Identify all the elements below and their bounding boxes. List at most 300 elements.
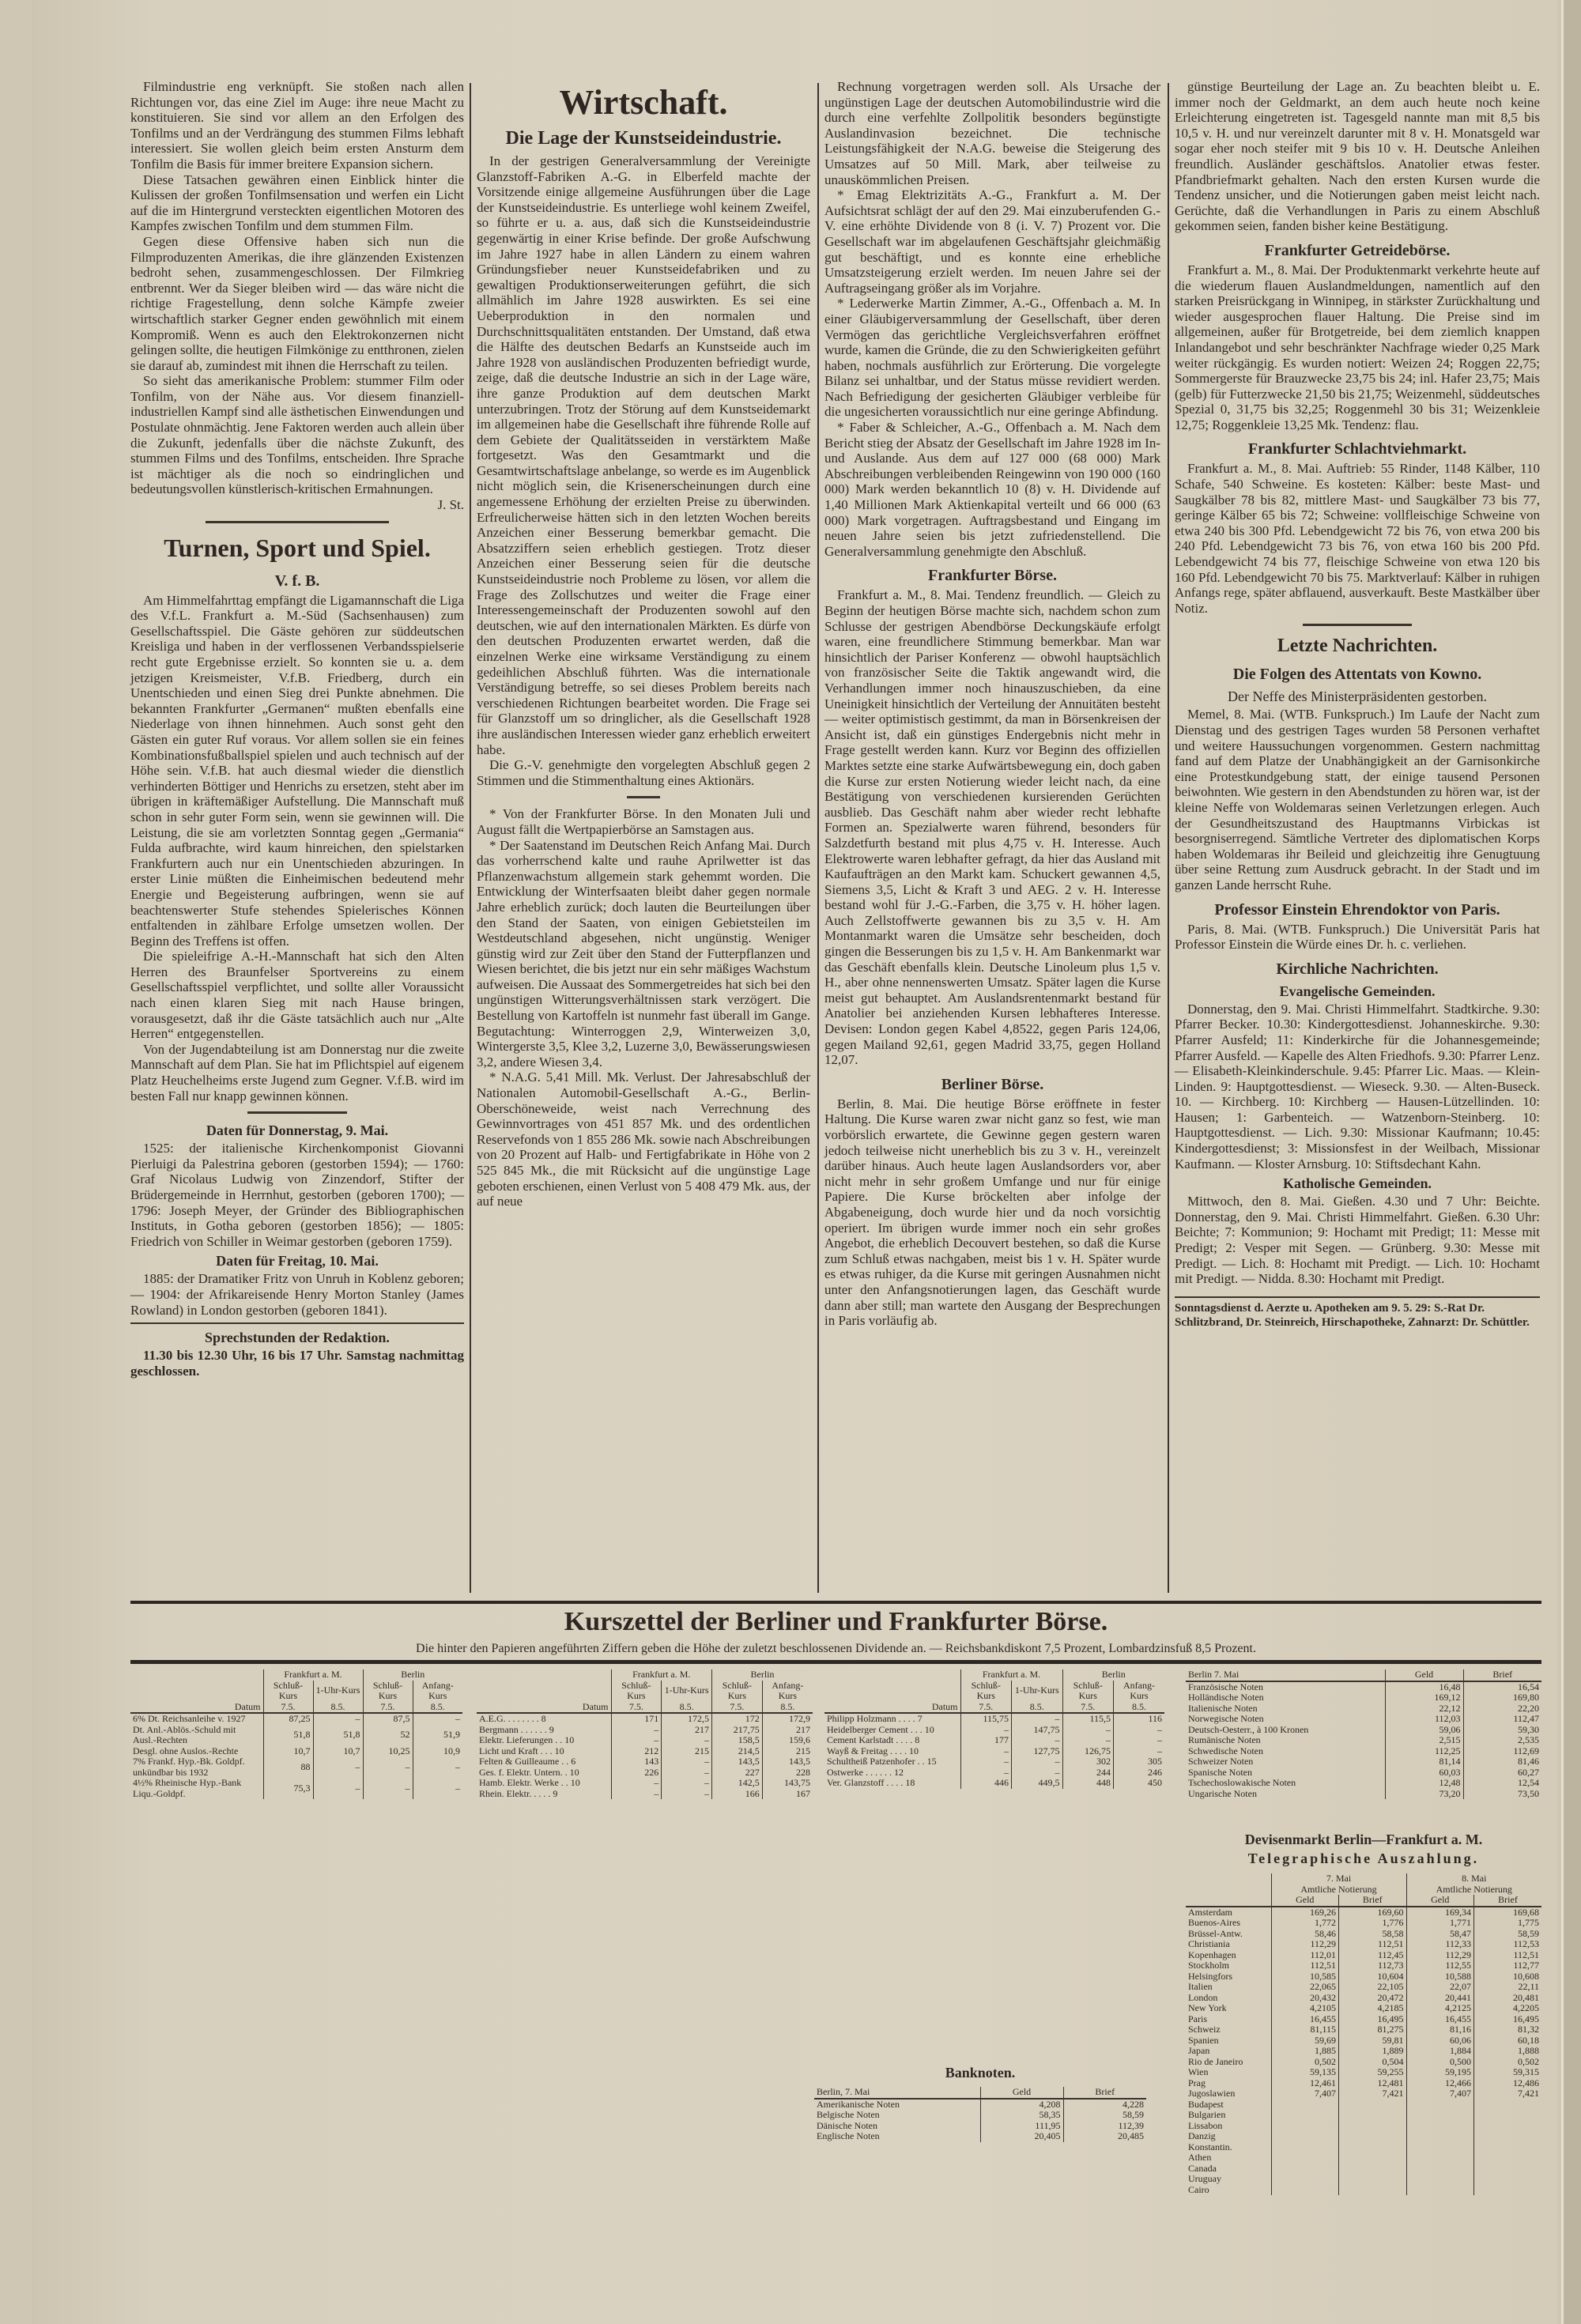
- col-header: 7.5.: [263, 1702, 313, 1714]
- kurszettel-subtitle: Die hinter den Papieren angeführten Ziffern geben die Höhe der zuletzt beschlossenen Dividende an. — Reichsbankdiskont 7,5 Prozent, Lombardzinsfuß 8,5 Prozent.: [416, 1642, 1256, 1655]
- berliner-boerse-text: Berlin, 8. Mai. Die heutige Börse eröffnete in fester Haltung. Die Kurse waren zwar nicht ganz so fest, wie man vorbörslich erwartete, die Gewinne gegen gestern waren jedoch teilweise nicht unerheblich bis zu 3 v. H., vereinzelt darüber hinaus. Auch heute lagen Auslandsorders vor, aber nicht mehr in sehr großem Umfange und nur für einige Papiere. Die Kurse bröckelten aber infolge der Abgabeneigung, doch wurde hier und da noch vorsichtig operiert. Im übrigen wurde immer noch ein sehr großes Angebot, die erheblich Decouvert bestehen, so daß die Kurse zum Schluß etwas nachgaben, meist bis 1 v. H. Später wurde es etwas ruhiger, da die Kurse mit geringen Ausnahmen nicht unter den Anfangsnotierungen lagen, das Geschäft wurde dann aber still; man wartete den Ausgang der Besprechungen in Paris vorläufig ab.: [824, 1096, 1160, 1329]
- row-label: Schweiz: [1188, 2024, 1221, 2035]
- row-label: Holländische Noten: [1188, 1692, 1264, 1703]
- table-cell: 169,12: [1385, 1692, 1463, 1703]
- table-cell: 20,441: [1406, 1993, 1474, 2004]
- table-cell: [1339, 2100, 1407, 2111]
- table-cell: 112,53: [1474, 1939, 1542, 1950]
- column-feuilleton-sport: [130, 79, 464, 1379]
- col-header: 7.5.: [1062, 1702, 1114, 1714]
- table-cell: 0,502: [1474, 2057, 1542, 2068]
- sonntagsdienst-note: Sonntagsdienst d. Aerzte u. Apotheken am 9. 5. 29: S.-Rat Dr. Schlitzbrand, Dr. Steinreich, Hirschapotheke, Zahnarzt: Dr. Schüttler.: [1175, 1296, 1540, 1330]
- table-row: [1186, 1735, 1541, 1746]
- table-cell: [1406, 2131, 1474, 2142]
- col-header: 7.5.: [611, 1702, 662, 1714]
- table-cell: –: [1114, 1735, 1165, 1746]
- table-cell: 1,885: [1271, 2046, 1339, 2057]
- column-wirtschaft: [477, 79, 810, 1209]
- table-row: [1186, 2003, 1541, 2014]
- table-cell: 143,75: [762, 1778, 813, 1789]
- table-row: [477, 1768, 813, 1779]
- row-label: Japan: [1188, 2045, 1210, 2056]
- table-cell: 59,69: [1271, 2035, 1339, 2047]
- schlachtviehmarkt-text: Frankfurt a. M., 8. Mai. Auftrieb: 55 Rinder, 1148 Kälber, 110 Schafe, 540 Schweine. Es kosteten: Kälber: beste Mast- und Saugkälber 78 bis 82, mittlere Mast- und Saugkälber 73 bis 77, geringe Kälber 65 bis 72; Schweine: vollfleischige Schweine von etwa 240 bis 300 Pfd. Lebendgewicht 72 bis 76, von etwa 200 bis 240 Pfd. Lebendgewicht 73 bis 76, von etwa 160 bis 200 Pfd. Lebendgewicht 74 bis 77, fleischige Schweine von etwa 120 bis 160 Pfd. Lebendgewicht 70 bis 75. Marktverlauf: Kälber in ruhigen Anfangs rege, später abflauend, ausverkauft. Beste Mastkälber über Notiz.: [1175, 461, 1540, 616]
- table-cell: 16,48: [1385, 1681, 1463, 1693]
- table-cell: 147,75: [1012, 1725, 1063, 1736]
- table-cell: 217: [662, 1725, 712, 1736]
- table-row: [1186, 2110, 1541, 2121]
- row-label: A.E.G. . . . . . . . 8: [479, 1713, 546, 1724]
- film-article: [130, 79, 464, 497]
- row-label: Dänische Noten: [817, 2119, 877, 2131]
- table-cell: 112,73: [1339, 1960, 1407, 1971]
- row-label: Ostwerke . . . . . . 12: [827, 1766, 904, 1778]
- table-cell: 12,54: [1463, 1778, 1541, 1789]
- table-cell: –: [1114, 1746, 1165, 1757]
- row-label: Rhein. Elektr. . . . . 9: [479, 1787, 558, 1799]
- row-label: Tschechoslowakische Noten: [1188, 1777, 1296, 1788]
- table-cell: 7,421: [1474, 2088, 1542, 2100]
- table-cell: [1474, 2185, 1542, 2196]
- row-label: Paris: [1188, 2013, 1207, 2024]
- row-label: Rumänische Noten: [1188, 1734, 1261, 1745]
- notice-text: In den Monaten Juli und August fällt die Wertpapierbörse an Samstagen aus.: [477, 806, 811, 837]
- column-boerse: [824, 79, 1160, 1329]
- col-header: 1-Uhr-Kurs: [313, 1681, 363, 1702]
- table-cell: [1339, 2152, 1407, 2164]
- row-label: 7% Frankf. Hyp.-Bk. Goldpf. unkündbar bis 1932: [133, 1756, 245, 1778]
- table-row: [477, 1746, 813, 1757]
- table-row: [1186, 1725, 1541, 1736]
- table-row: [1186, 1918, 1541, 1929]
- evangelisch-heading: Evangelische Gemeinden.: [1279, 983, 1436, 999]
- paragraph: Filmindustrie eng verknüpft. Sie stoßen nach allen Richtungen vor, das eine Ziel im Auge: ihre neue Macht zu konstituieren. Sie sind vor allem an den Erfolgen des Tonfilms und an der Verdrängung des stummen Films lebhaft interessiert. Sie wollen gleich beim ersten Ansturm dem Tonfilm die Basis für immer breitere Expansion sichern.: [130, 79, 464, 172]
- table-cell: 10,585: [1271, 1971, 1339, 1983]
- table-cell: [1406, 2174, 1474, 2185]
- table-row: [824, 1713, 1164, 1725]
- table-cell: 172: [712, 1713, 763, 1725]
- table-row: [1186, 2057, 1541, 2068]
- table-cell: [1474, 2121, 1542, 2132]
- table-row: [1186, 2014, 1541, 2025]
- table-row: [824, 1768, 1164, 1779]
- table-row: [1186, 2046, 1541, 2057]
- table-cell: –: [313, 1756, 363, 1778]
- table-cell: 0,502: [1271, 2057, 1339, 2068]
- row-label: Englische Noten: [817, 2130, 880, 2141]
- daten-freitag-text: 1885: der Dramatiker Fritz von Unruh in Koblenz geboren; — 1904: der Afrikareisende Henry Morton Stanley (James Rowland) in London gestorben (geboren 1841).: [130, 1271, 464, 1318]
- table-cell: 16,455: [1271, 2014, 1339, 2025]
- row-label: Bulgarien: [1188, 2109, 1226, 2120]
- article-signature: J. St.: [437, 497, 464, 513]
- banknoten-heading: Banknoten.: [945, 2065, 1016, 2081]
- paragraph: Am Himmelfahrttag empfängt die Ligamannschaft die Liga des V.f.L. Frankfurt a. M.-Süd (Sachsenhausen) zum Gesellschaftsspiel. Die Gäste gehören zur süddeutschen Kreisliga und haben in der verflossenen Verbandsspielserie recht gute Ergebnisse erzielt. So konnten sie u. a. dem jetzigen Kreismeister, V.f.B. Friedberg, durch ein Unentschieden und einen Sieg drei Punkte abnehmen. Die bekannten Frankfurter „Germanen“ mußten ebenfalls eine Niederlage von ihnen hinnehmen. Auch sonst geht den Gästen ein guter Ruf voraus. Vor allem sollen sie ein feines Kombinationsfußballspiel spielen und auch technisch auf der Höhe sein. V.f.B. hat auch diesmal wieder die dienstlich verhinderten Böttiger und Henrichs zu ersetzen, steht aber im übrigen in kräftemäßiger Aufstellung. Die Mannschaft muß schon in sehr guter Form sein, wenn sie gewinnen will. Die Leistung, die sie am vorletzten Sonntag gegen „Germania“ Fulda aufbrachte, wird kaum hinreichen, den spielstarken Frankfurtern auch nur ein Unentschieden abzuringen. In erster Linie müßten die Einheimischen bedeutend mehr Energie und Begeisterung aufbringen, wenn sie auf beachtenswerter Stufe stehendes Spielerisches Können entfaltenden in zählbare Erfolge umsetzen wollen. Der Beginn des Treffens ist offen.: [130, 592, 464, 949]
- table-row: [814, 2131, 1146, 2142]
- table-row: [1186, 2185, 1541, 2196]
- row-label: Norwegische Noten: [1188, 1713, 1264, 1724]
- row-label: Bergmann . . . . . . 9: [479, 1723, 554, 1735]
- vfb-heading: V. f. B.: [274, 572, 320, 590]
- row-label: Prag: [1188, 2077, 1206, 2088]
- table-cell: 4,2185: [1339, 2003, 1407, 2014]
- table-cell: –: [662, 1735, 712, 1746]
- row-label: Ges. f. Elektr. Untern. . 10: [479, 1766, 579, 1778]
- table-row: [1186, 1971, 1541, 1983]
- table-cell: 143,5: [712, 1756, 763, 1768]
- separator: [130, 1601, 1541, 1604]
- table-cell: [1271, 2185, 1339, 2196]
- table-cell: 10,9: [413, 1746, 462, 1757]
- table-row: [1186, 1778, 1541, 1789]
- table-cell: [1406, 2185, 1474, 2196]
- col-header: Datum: [130, 1702, 263, 1714]
- table-row: [1186, 1789, 1541, 1800]
- col-header: Frankfurt a. M.: [263, 1669, 363, 1681]
- paragraph: Diese Tatsachen gewähren einen Einblick hinter die Kulissen der großen Tonfilmsensation und werfen ein Licht auf die im Hintergrund versteckten eigentlichen Motoren des Kampfes zwischen Tonfilm und dem stummen Film.: [130, 172, 464, 234]
- table-row: [1186, 2121, 1541, 2132]
- col-header: Brief: [1463, 1669, 1541, 1681]
- col-header: 1-Uhr-Kurs: [662, 1681, 712, 1702]
- row-label: 6% Dt. Reichsanleihe v. 1927: [133, 1713, 246, 1724]
- column-rule: [817, 83, 819, 1593]
- table-cell: 169,60: [1339, 1907, 1407, 1918]
- table-cell: 1,889: [1339, 2046, 1407, 2057]
- table-cell: 4,208: [980, 2099, 1063, 2111]
- table-cell: 51,9: [413, 1725, 462, 1746]
- table-cell: –: [413, 1778, 462, 1799]
- paragraph: Rechnung vorgetragen werden soll. Als Ursache der ungünstigen Lage der deutschen Automobilindustrie wird die durch eine verfehlte Zollpolitik besonders begünstigte Auslandinvasion bezeichnet. Die technische Leistungsfähigkeit der N.A.G. beweise die Steigerung des Umsatzes auf 50 Mill. Mark, aber teilweise zu unauskömmlichen Preisen.: [824, 79, 1160, 187]
- table-cell: 59,30: [1463, 1725, 1541, 1736]
- einstein-heading: Professor Einstein Ehrendoktor von Paris.: [1214, 900, 1500, 919]
- table-cell: –: [313, 1778, 363, 1799]
- row-label: Ver. Glanzstoff . . . . 18: [827, 1777, 915, 1788]
- row-label: Buenos-Aires: [1188, 1917, 1240, 1928]
- table-cell: 81,275: [1339, 2024, 1407, 2035]
- table-cell: 4,2205: [1474, 2003, 1542, 2014]
- table-cell: 16,495: [1474, 2014, 1542, 2025]
- table-cell: 159,6: [762, 1735, 813, 1746]
- stock-table-anleihen: [130, 1669, 462, 1799]
- row-label: Wien: [1188, 2066, 1209, 2077]
- table-cell: [1271, 2121, 1339, 2132]
- table-cell: –: [313, 1713, 363, 1725]
- table-cell: 87,25: [263, 1713, 313, 1725]
- table-row: [1186, 2131, 1541, 2142]
- table-cell: [1339, 2121, 1407, 2132]
- table-cell: 59,06: [1385, 1725, 1463, 1736]
- table-row: [814, 2099, 1146, 2111]
- table-cell: 22,105: [1339, 1982, 1407, 1993]
- table-cell: [1406, 2100, 1474, 2111]
- stock-table-industrie: [824, 1669, 1164, 1789]
- row-label: Licht und Kraft . . . 10: [479, 1745, 564, 1756]
- row-label: Felten & Guilleaume . . 6: [479, 1756, 576, 1767]
- row-label: Lissabon: [1188, 2119, 1223, 2131]
- table-cell: 143: [611, 1756, 662, 1768]
- row-label: Hamb. Elektr. Werke . . 10: [479, 1777, 580, 1788]
- table-cell: 1,888: [1474, 2046, 1542, 2057]
- table-row: [1186, 1703, 1541, 1715]
- table-cell: 81,16: [1406, 2024, 1474, 2035]
- row-label: Deutsch-Oesterr., à 100 Kronen: [1188, 1723, 1309, 1735]
- notice-heading: * Von der Frankfurter Börse.: [489, 806, 658, 822]
- table-row: [814, 2121, 1146, 2132]
- table-cell: 10,7: [313, 1746, 363, 1757]
- table-cell: 214,5: [712, 1746, 763, 1757]
- table-cell: 112,33: [1406, 1939, 1474, 1950]
- table-cell: [1406, 2110, 1474, 2121]
- col-header: Frankfurt a. M.: [611, 1669, 712, 1681]
- row-label: Wayß & Freitag . . . . 10: [827, 1745, 919, 1756]
- table-cell: 112,29: [1271, 1939, 1339, 1950]
- table-cell: 212: [611, 1746, 662, 1757]
- boerse-notice: [477, 806, 810, 837]
- table-row: [1186, 2024, 1541, 2035]
- table-row: [824, 1725, 1164, 1736]
- sprechstunden-text: 11.30 bis 12.30 Uhr, 16 bis 17 Uhr. Samstag nachmittag geschlossen.: [130, 1348, 464, 1379]
- row-label: Budapest: [1188, 2098, 1224, 2110]
- table-cell: [1271, 2152, 1339, 2164]
- col-header: 8.5.: [1114, 1702, 1165, 1714]
- table-cell: 177: [960, 1735, 1012, 1746]
- table-cell: 116: [1114, 1713, 1165, 1725]
- section-heading-sport: Turnen, Sport und Spiel.: [164, 533, 431, 562]
- column-nachrichten: [1175, 79, 1540, 1330]
- col-header: 8.5.: [662, 1702, 712, 1714]
- paragraph: Von der Jugendabteilung ist am Donnerstag nur die zweite Mannschaft auf dem Plan. Sie hat im Pflichtspiel auf eigenem Platz Heuchelheims erste Jugend zum Gegner. V.f.B. wird im besten Fall nur knapp gewinnen können.: [130, 1041, 464, 1104]
- row-label: Stockholm: [1188, 1960, 1230, 1971]
- table-cell: –: [960, 1725, 1012, 1736]
- table-cell: 0,500: [1406, 2057, 1474, 2068]
- kunstseide-heading: Die Lage der Kunstseideindustrie.: [505, 128, 782, 149]
- table-cell: 1,771: [1406, 1918, 1474, 1929]
- table-row: [824, 1735, 1164, 1746]
- row-label: Schwedische Noten: [1188, 1745, 1263, 1756]
- row-label: Helsingfors: [1188, 1970, 1232, 1982]
- row-label: Amerikanische Noten: [817, 2098, 900, 2110]
- table-cell: –: [662, 1768, 712, 1779]
- table-cell: 58,47: [1406, 1929, 1474, 1940]
- col-header: Schluß-Kurs: [363, 1681, 413, 1702]
- table-cell: 112,69: [1463, 1746, 1541, 1757]
- table-row: [1186, 1714, 1541, 1725]
- boerse-continued-text: günstige Beurteilung der Lage an. Zu beachten bleibt u. E. immer noch der Geldmarkt, an dem auch heute noch keine Erleichterung eingetreten ist. Tagesgeld nannte man mit 8,5 bis 10,5 v. H. und nur vereinzelt darunter mit 8 v. H. Monatsgeld war sogar eher noch steifer mit 9 bis 10 v. H. Deutsche Anleihen freundlich. Ausländer geschäftslos. Anatolier etwas fester. Pfandbriefmarkt gehalten. Nach den ersten Kursen wurde die Tendenz unsicher, und die Notierungen gaben meist leicht nach. Gerüchte, daß die Verhandlungen in Paris zu einem Abschluß gekommen seien, fanden bisher keine Bestätigung.: [1175, 79, 1540, 234]
- table-cell: –: [960, 1746, 1012, 1757]
- col-header: Geld: [980, 2087, 1063, 2099]
- table-cell: 112,51: [1474, 1950, 1542, 1961]
- devisenmarkt-subtitle: Telegraphische Auszahlung.: [1247, 1851, 1480, 1866]
- table-cell: –: [611, 1789, 662, 1800]
- table-cell: [1271, 2164, 1339, 2175]
- daten-freitag-heading: Daten für Freitag, 10. Mai.: [216, 1253, 379, 1270]
- table-row: [1186, 2164, 1541, 2175]
- row-label: Schultheiß Patzenhofer . . 15: [827, 1756, 937, 1767]
- table-cell: 58,58: [1339, 1929, 1407, 1940]
- table-row: [477, 1778, 813, 1789]
- table-cell: 58,59: [1474, 1929, 1542, 1940]
- paragraph: So sieht das amerikanische Problem: stummer Film oder Tonfilm, von der Nähe aus. Vor diesem finanziell-industriellen Kampf sind alle ästhetischen Einwendungen und Postulate ohnmächtig. Jene Faktoren werden auch allein über die Zukunft, jedenfalls über die nächste Zukunft, des stummen Films und des Tonfilms, entscheiden. Ihre Sprache ist mächtiger als die noch so eindringlichen und bedeutungsvollen künstlerisch-kritischen Ermahnungen.: [130, 373, 464, 497]
- row-label: Spanien: [1188, 2034, 1219, 2046]
- table-row: [1186, 1950, 1541, 1961]
- table-row: [1186, 2152, 1541, 2164]
- col-header: Amtliche Notierung: [1406, 1884, 1541, 1896]
- nag-notice: [477, 1070, 810, 1209]
- table-cell: 4,2105: [1271, 2003, 1339, 2014]
- vfb-article: [130, 593, 464, 1104]
- table-cell: 1,884: [1406, 2046, 1474, 2057]
- kirchliche-heading: Kirchliche Nachrichten.: [1276, 960, 1439, 978]
- kurszettel-title: Kurszettel der Berliner und Frankfurter Börse.: [564, 1607, 1108, 1636]
- table-cell: –: [1114, 1725, 1165, 1736]
- table-row: [1186, 1907, 1541, 1918]
- column-rule: [470, 83, 471, 1593]
- table-cell: 60,27: [1463, 1768, 1541, 1779]
- table-row: [477, 1725, 813, 1736]
- table-row: [477, 1756, 813, 1768]
- col-header: Berlin: [363, 1669, 462, 1681]
- col-header: Datum: [477, 1702, 611, 1714]
- table-cell: 166: [712, 1789, 763, 1800]
- row-label: Dt. Anl.-Ablös.-Schuld mit Ausl.-Rechten: [133, 1723, 236, 1745]
- table-cell: 112,51: [1339, 1939, 1407, 1950]
- row-label: 4½% Rheinische Hyp.-Bank Liqu.-Goldpf.: [133, 1777, 242, 1799]
- table-cell: [1474, 2100, 1542, 2111]
- table-cell: 1,775: [1474, 1918, 1542, 1929]
- col-header: 7.5.: [712, 1702, 763, 1714]
- col-header: 7. Mai: [1271, 1873, 1406, 1884]
- table-row: [130, 1778, 462, 1799]
- table-row: [1186, 1982, 1541, 1993]
- row-label: Französische Noten: [1188, 1681, 1263, 1692]
- table-cell: [1406, 2152, 1474, 2164]
- table-cell: –: [611, 1725, 662, 1736]
- table-cell: 59,195: [1406, 2067, 1474, 2078]
- col-header: Brief: [1474, 1895, 1542, 1907]
- row-label: Cairo: [1188, 2183, 1209, 2195]
- table-cell: 1,772: [1271, 1918, 1339, 1929]
- table-cell: 16,54: [1463, 1681, 1541, 1693]
- notice-heading: * N.A.G. 5,41 Mill. Mk. Verlust.: [489, 1070, 676, 1085]
- table-row: [824, 1778, 1164, 1789]
- table-cell: 22,07: [1406, 1982, 1474, 1993]
- col-header: 7.5.: [363, 1702, 413, 1714]
- table-cell: [1339, 2185, 1407, 2196]
- table-cell: 169,34: [1406, 1907, 1474, 1918]
- table-cell: –: [960, 1756, 1012, 1768]
- table-cell: 217,75: [712, 1725, 763, 1736]
- table-cell: [1271, 2131, 1339, 2142]
- table-row: [814, 2110, 1146, 2121]
- table-cell: 20,432: [1271, 1993, 1339, 2004]
- table-row: [1186, 1681, 1541, 1693]
- row-label: Ungarische Noten: [1188, 1787, 1257, 1799]
- table-cell: 127,75: [1012, 1746, 1063, 1757]
- table-row: [824, 1756, 1164, 1768]
- table-row: [1186, 2100, 1541, 2111]
- section-heading-wirtschaft: Wirtschaft.: [559, 83, 728, 122]
- table-cell: –: [363, 1778, 413, 1799]
- row-label: Canada: [1188, 2162, 1217, 2174]
- table-row: [824, 1746, 1164, 1757]
- row-label: Kopenhagen: [1188, 1949, 1236, 1960]
- separator: [206, 521, 389, 523]
- table-cell: 73,50: [1463, 1789, 1541, 1800]
- col-header: Geld: [1385, 1669, 1463, 1681]
- daten-donnerstag-heading: Daten für Donnerstag, 9. Mai.: [206, 1122, 389, 1139]
- table-cell: 81,32: [1474, 2024, 1542, 2035]
- table-cell: 59,81: [1339, 2035, 1407, 2047]
- table-cell: 302: [1062, 1756, 1114, 1768]
- row-label: Amsterdam: [1188, 1906, 1232, 1918]
- table-cell: 7,421: [1339, 2088, 1407, 2100]
- table-cell: 167: [762, 1789, 813, 1800]
- table-cell: [1339, 2131, 1407, 2142]
- table-cell: 75,3: [263, 1778, 313, 1799]
- table-cell: [1474, 2152, 1542, 2164]
- col-header: 8. Mai: [1406, 1873, 1541, 1884]
- col-header: Datum: [824, 1702, 960, 1714]
- table-cell: 81,115: [1271, 2024, 1339, 2035]
- table-cell: 126,75: [1062, 1746, 1114, 1757]
- table-cell: 448: [1062, 1778, 1114, 1789]
- table-cell: –: [1062, 1725, 1114, 1736]
- table-cell: 246: [1114, 1768, 1165, 1779]
- separator: [130, 1660, 1541, 1664]
- table-cell: 0,504: [1339, 2057, 1407, 2068]
- evangelisch-text: Donnerstag, den 9. Mai. Christi Himmelfahrt. Stadtkirche. 9.30: Pfarrer Becker. 10.30: Kindergottesdienst. Johanneskirche. 9.30: Pfarrer Ausfeld; 11: Kinderkirche für die Johannesgemeinde; Pfarrer Ausfeld. — Kapelle des Alten Friedhofs. 9.30: Pfarrer Lenz. — Elisabeth-Kleinkinderschule. 9.45: Pfarrer Lic. Maas. — Klein-Linden. 9: Hauptgottesdienst. — Wieseck. 9.30. — Alten-Buseck. 10. — Kirchberg. 10: Kirchberg — Hausen-Lützellinden. 10: Hausen; 1: Garbenteich. — Watzenborn-Steinberg. 10: Hauptgottesdienst. — Lich. 9.30: Missionar Kaufmann; 10.45: Kindergottesdienst; 3: Missionsfest in der Weilbach, Missionar Kaufmann. — Kloster Arnsburg. 10: Stiftsdechant Kahn.: [1175, 1001, 1540, 1171]
- kunstseide-article: [477, 153, 810, 788]
- table-cell: 12,466: [1406, 2078, 1474, 2089]
- table-cell: 81,46: [1463, 1756, 1541, 1768]
- sprechstunden-heading: Sprechstunden der Redaktion.: [205, 1330, 390, 1346]
- row-label: Konstantin.: [1188, 2141, 1232, 2152]
- table-row: [1186, 2067, 1541, 2078]
- frankfurter-boerse-heading: Frankfurter Börse.: [928, 567, 1057, 585]
- table-cell: [1271, 2110, 1339, 2121]
- col-header: Berlin: [712, 1669, 813, 1681]
- table-row: [1186, 1929, 1541, 1940]
- table-cell: –: [1012, 1735, 1063, 1746]
- row-label: Belgische Noten: [817, 2109, 880, 2120]
- table-cell: [1339, 2174, 1407, 2185]
- paragraph: Gegen diese Offensive haben sich nun die Filmproduzenten Amerikas, die ihre glänzenden Existenzen bedroht sehen, zusammengeschlossen. Der Filmkrieg entbrennt. Wer da Sieger bleiben wird — das wäre nicht die richtige Fragestellung, denn solche Kämpfe zweier wirtschaftlich starker Gegner enden gewöhnlich mit einem Kompromiß. Wenn es auch den Elektrokonzernen nicht gelingen sollte, die heutigen Filmkönige zu entthronen, zielen sie darauf ab, zumindest mit ihnen die Herrschaft zu teilen.: [130, 233, 464, 373]
- table-cell: 51,8: [313, 1725, 363, 1746]
- table-cell: 7,407: [1271, 2088, 1339, 2100]
- kowno-heading: Die Folgen des Attentats von Kowno.: [1232, 666, 1482, 684]
- adjacent-page-edge: [1561, 0, 1581, 2324]
- table-cell: 20,485: [1063, 2131, 1146, 2142]
- row-label: Jugoslawien: [1188, 2088, 1236, 2099]
- table-cell: –: [1012, 1713, 1063, 1725]
- table-row: [1186, 2088, 1541, 2100]
- table-cell: 60,03: [1385, 1768, 1463, 1779]
- table-cell: 87,5: [363, 1713, 413, 1725]
- table-cell: [1339, 2164, 1407, 2175]
- separator: [627, 796, 660, 798]
- col-header: Berlin: [1062, 1669, 1164, 1681]
- col-header: 7.5.: [960, 1702, 1012, 1714]
- table-cell: 10,608: [1474, 1971, 1542, 1983]
- table-cell: 12,481: [1339, 2078, 1407, 2089]
- table-cell: 169,68: [1474, 1907, 1542, 1918]
- table-cell: –: [611, 1778, 662, 1789]
- table-cell: 2,515: [1385, 1735, 1463, 1746]
- table-cell: 20,405: [980, 2131, 1063, 2142]
- table-cell: 171: [611, 1713, 662, 1725]
- separator: [130, 1322, 464, 1324]
- separator: [247, 1111, 348, 1114]
- table-cell: 112,47: [1463, 1714, 1541, 1725]
